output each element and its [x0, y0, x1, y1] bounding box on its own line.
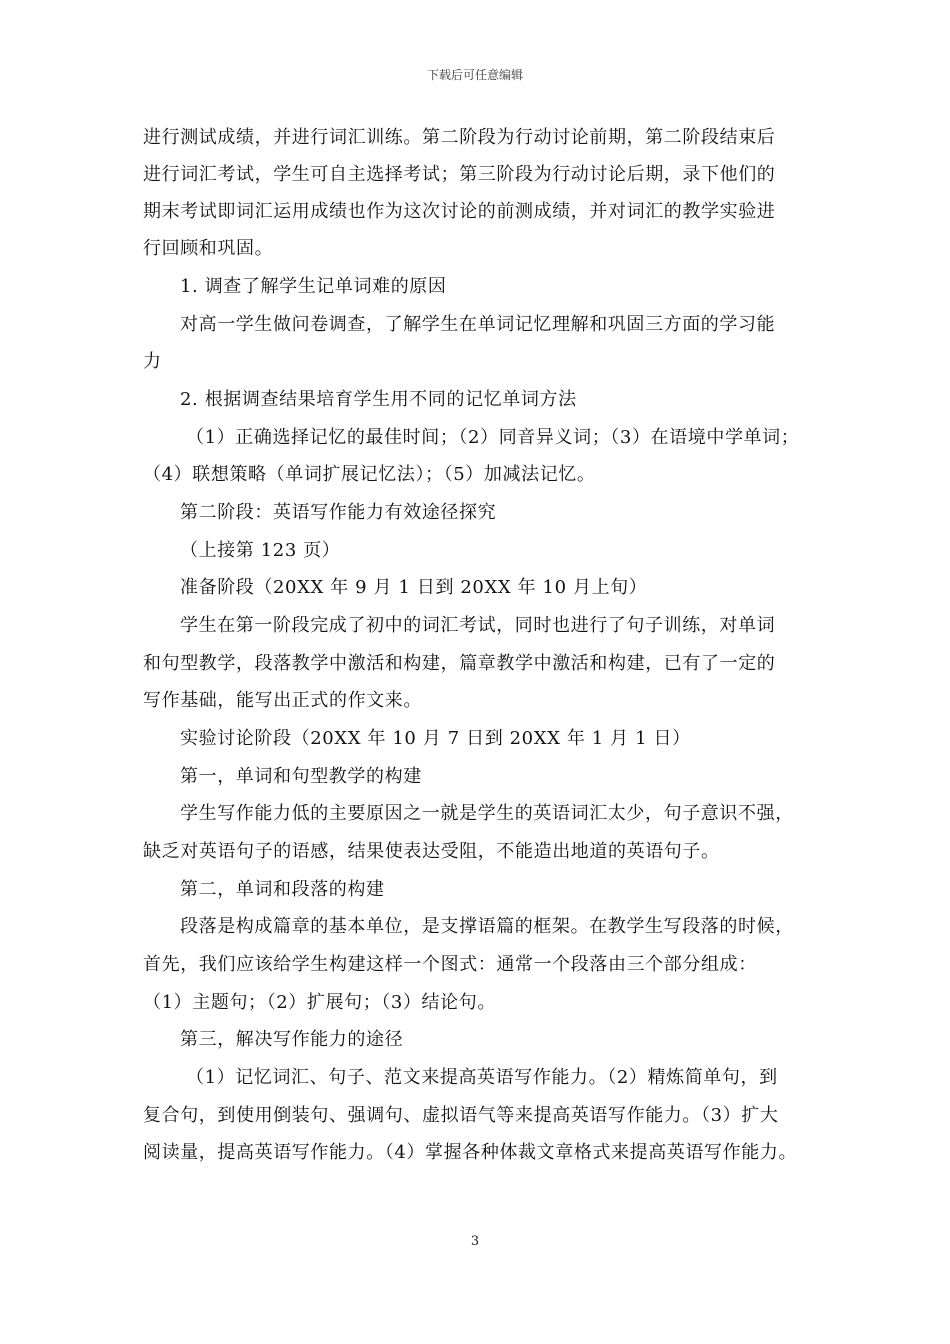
body-line: （1）正确选择记忆的最佳时间；（2）同音异义词；（3）在语境中学单词；: [186, 427, 800, 448]
section-heading: 2. 根据调查结果培育学生用不同的记忆单词方法: [180, 389, 577, 410]
body-line: 写作基础，能写出正式的作文来。: [143, 690, 422, 711]
body-line: 缺乏对英语句子的语感，结果使表达受阻，不能造出地道的英语句子。: [143, 841, 720, 862]
body-line: 首先，我们应该给学生构建这样一个图式：通常一个段落由三个部分组成：: [143, 954, 757, 975]
section-heading: 第一，单词和句型教学的构建: [180, 766, 422, 787]
body-line: 学生在第一阶段完成了初中的词汇考试，同时也进行了句子训练，对单词: [180, 615, 776, 636]
section-heading: 第二阶段：英语写作能力有效途径探究: [180, 502, 497, 523]
body-line: 对高一学生做问卷调查，了解学生在单词记忆理解和巩固三方面的学习能: [180, 314, 776, 335]
body-line: 阅读量，提高英语写作能力。（4）掌握各种体裁文章格式来提高英语写作能力。: [143, 1142, 798, 1163]
body-line: 行回顾和巩固。: [143, 238, 274, 259]
body-line: （1）主题句；（2）扩展句；（3）结论句。: [143, 992, 496, 1013]
section-heading: 1. 调查了解学生记单词难的原因: [180, 276, 447, 297]
body-line: 复合句，到使用倒装句、强调句、虚拟语气等来提高英语写作能力。（3）扩大: [143, 1105, 779, 1126]
page-header: 下载后可任意编辑: [426, 68, 523, 82]
section-heading: 第二，单词和段落的构建: [180, 879, 385, 900]
body-line: 和句型教学，段落教学中激活和构建，篇章教学中激活和构建，已有了一定的: [143, 653, 776, 674]
body-line: 学生写作能力低的主要原因之一就是学生的英语词汇太少，句子意识不强，: [180, 803, 794, 824]
section-heading: 实验讨论阶段（20XX 年 10 月 7 日到 20XX 年 1 月 1 日）: [180, 728, 691, 749]
body-line: （4）联想策略（单词扩展记忆法）；（5）加减法记忆。: [143, 464, 596, 485]
body-line: 力: [143, 351, 162, 372]
body-line: 进行词汇考试，学生可自主选择考试；第三阶段为行动讨论后期，录下他们的: [143, 164, 776, 185]
body-line: 期末考试即词汇运用成绩也作为这次讨论的前测成绩，并对词汇的教学实验进: [143, 201, 776, 222]
section-heading: 准备阶段（20XX 年 9 月 1 日到 20XX 年 10 月上旬）: [180, 577, 648, 598]
body-line: 进行测试成绩，并进行词汇训练。第二阶段为行动讨论前期，第二阶段结束后: [143, 127, 776, 148]
body-line: （上接第 123 页）: [180, 540, 341, 561]
body-line: （1）记忆词汇、句子、范文来提高英语写作能力。（2）精炼简单句，到: [186, 1067, 778, 1088]
page-number: 3: [470, 1234, 480, 1249]
section-heading: 第三，解决写作能力的途径: [180, 1029, 404, 1050]
body-line: 段落是构成篇章的基本单位，是支撑语篇的框架。在教学生写段落的时候，: [180, 916, 794, 937]
